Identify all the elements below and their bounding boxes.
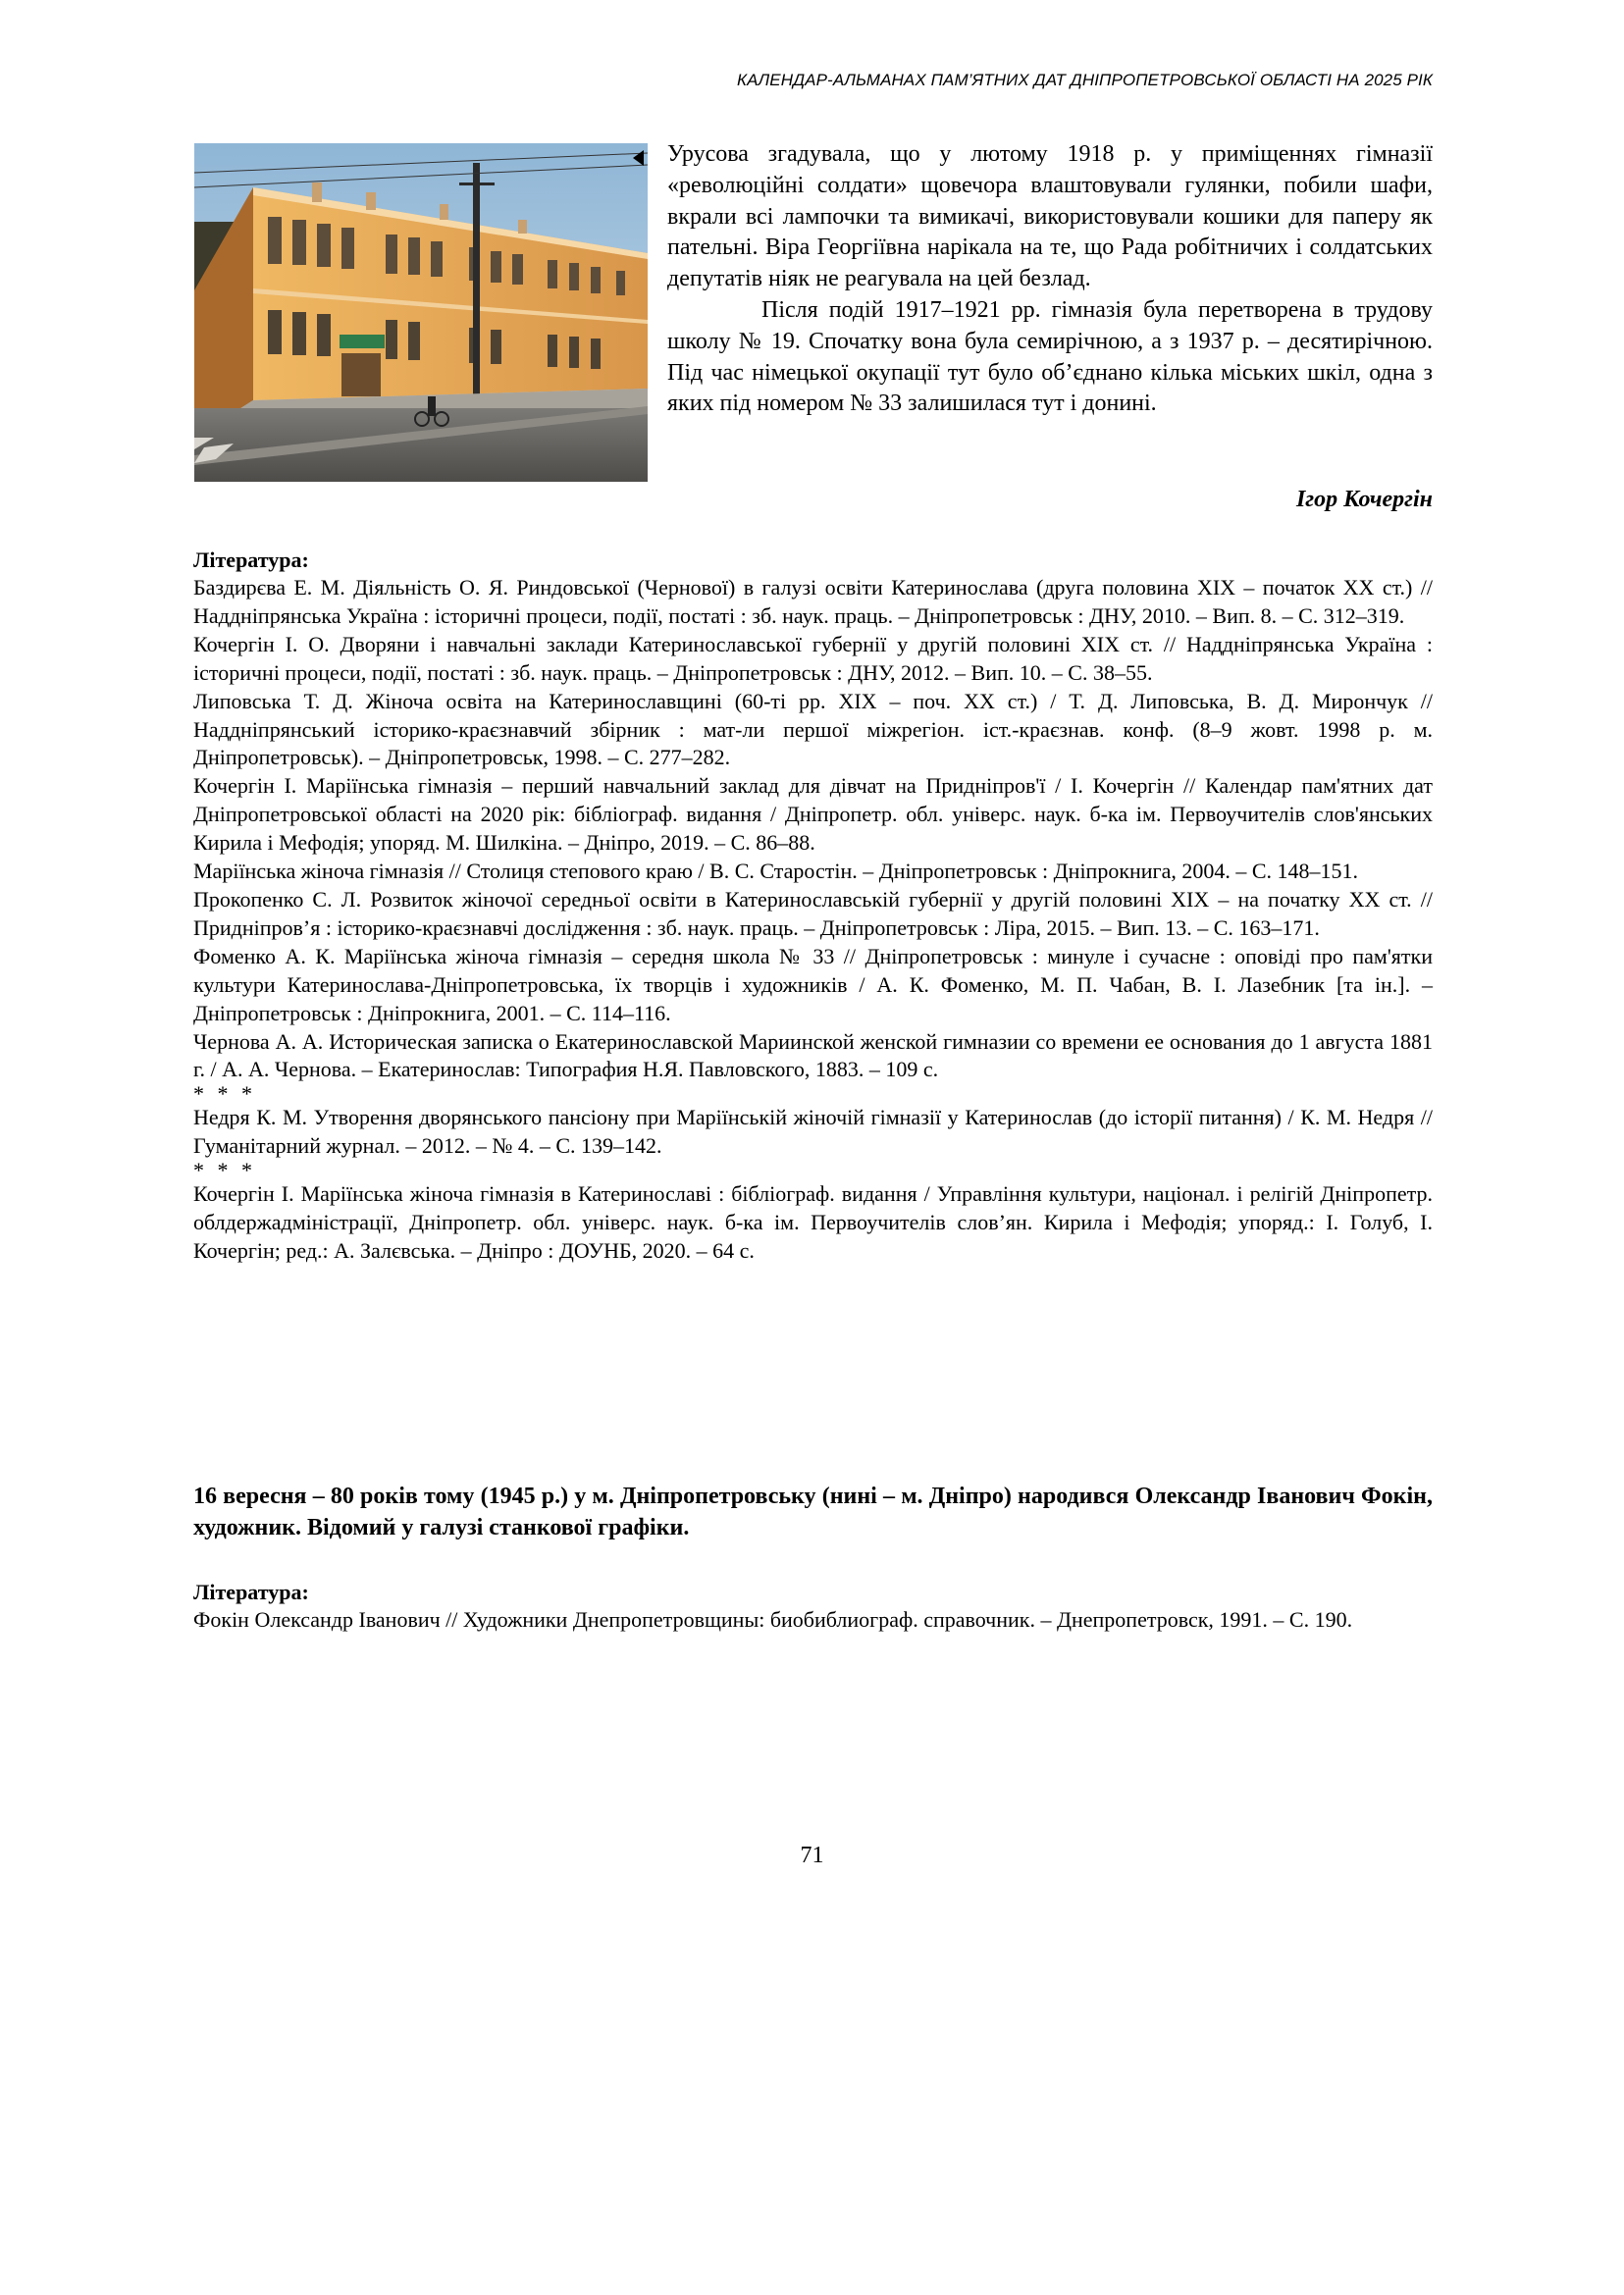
reference-item: Баздирєва Е. М. Діяльність О. Я. Риндовської (Чернової) в галузі освіти Катеринослава (друга половина XIX – початок XX ст.) // Наддніпрянська Україна : історичні процеси, події, постаті : зб. наук. праць. – Дніпропетровськ : ДНУ, 2010. – Вип. 8. – С. 312–319. [193, 575, 1433, 628]
literature-heading: Література: [193, 1580, 309, 1604]
reference-list [193, 574, 1433, 1084]
literature-section [193, 547, 1433, 1266]
school-building-photo [194, 143, 648, 482]
reference-item: Фокін Олександр Іванович // Художники Днепропетровщины: биобиблиограф. справочник. – Днепропетровск, 1991. – С. 190. [193, 1607, 1353, 1632]
running-header: КАЛЕНДАР-АЛЬМАНАХ ПАМ’ЯТНИХ ДАТ ДНІПРОПЕТРОВСЬКОЇ ОБЛАСТІ НА 2025 РІК [736, 71, 1433, 89]
reference-item: Недря К. М. Утворення дворянського пансіону при Маріїнській жіночій гімназії у Катеринослав (до історії питання) / К. М. Недря // Гуманітарний журнал. – 2012. – № 4. – С. 139–142. [193, 1105, 1433, 1159]
reference-list [193, 1104, 1433, 1161]
section-separator: * * * [193, 1081, 256, 1107]
article-paragraph: Після подій 1917–1921 рр. гімназія була перетворена в трудову школу № 19. Спочатку вона була семирічною, а з 1937 р. – десятирічною. Під час німецької окупації тут було об’єднано кілька міських шкіл, одна з яких під номером № 33 залишилася тут і донині. [667, 296, 1433, 417]
reference-item: Кочергін І. Маріїнська гімназія – перший навчальний заклад для дівчат на Придніпров'ї / І. Кочергін // Календар пам'ятних дат Дніпропетровської області на 2020 рік: бібліограф. видання / Дніпропетр. обл. універс. наук. б-ка ім. Первоучителів слов'янських Кирила і Мефодія; упоряд. М. Шилкіна. – Дніпро, 2019. – С. 86–88. [193, 773, 1433, 856]
reference-item: Кочергін І. О. Дворяни і навчальні заклади Катеринославської губернії у другій половині XIX ст. // Наддніпрянська Україна : історичні процеси, події, постаті : зб. наук. праць. – Дніпропетровськ : ДНУ, 2012. – Вип. 10. – С. 38–55. [193, 631, 1433, 685]
reference-item: Маріїнська жіноча гімназія // Столиця степового краю / В. С. Старостін. – Дніпропетровськ : Дніпрокнига, 2004. – С. 148–151. [193, 859, 1359, 884]
literature-heading: Література: [193, 548, 309, 572]
reference-item: Прокопенко С. Л. Розвиток жіночої середньої освіти в Катеринославській губернії у другій половині XIX – на початку XX ст. // Придніпров’я : історико-краєзнавчі дослідження : зб. наук. праць. – Дніпропетровськ : Ліра, 2015. – Вип. 13. – С. 163–171. [193, 886, 1433, 940]
event-entry: 16 вересня – 80 років тому (1945 р.) у м. Дніпропетровську (нині – м. Дніпро) народився Олександр Іванович Фокін, художник. Відомий у галузі станкової графіки. [193, 1484, 1433, 1540]
reference-list [193, 1606, 1433, 1635]
section-separator: * * * [193, 1158, 256, 1183]
reference-item: Кочергін І. Маріїнська жіноча гімназія в Катеринославі : бібліограф. видання / Управління культури, націонал. і релігій Дніпропетр. облдержадміністрації, Дніпропетр. обл. універс. наук. б-ка ім. Первоучителів слов’ян. Кирила і Мефодія; упоряд.: І. Голуб, І. Кочергін; ред.: А. Залєвська. – Дніпро : ДОУНБ, 2020. – 64 с. [193, 1181, 1433, 1263]
article-paragraph: Урусова згадувала, що у лютому 1918 р. у приміщеннях гімназії «революційні солдати» щовечора влаштовували гулянки, побили шафи, вкрали всі лампочки та вимикачі, використовували кошики для паперу як пательні. Віра Георгіївна нарікала на те, що Рада робітничих і солдатських депутатів ніяк не реагувала на цей безлад. [667, 141, 1433, 292]
article-text [667, 139, 1433, 420]
reference-item: Чернова А. А. Историческая записка о Екатеринославской Мариинской женской гимназии со времени ее основания до 1 августа 1881 г. / А. А. Чернова. – Екатеринослав: Типография Н.Я. Павловского, 1883. – 109 с. [193, 1028, 1433, 1082]
literature-section [193, 1579, 1433, 1635]
reference-item: Фоменко А. К. Маріїнська жіноча гімназія – середня школа № 33 // Дніпропетровськ : минуле і сучасне : оповіді про пам'ятки культури Катеринослава-Дніпропетровська, їх творців і художників / А. К. Фоменко, М. П. Чабан, В. І. Лазебник [та ін.]. – Дніпропетровськ : Дніпрокнига, 2001. – С. 114–116. [193, 943, 1433, 1025]
reference-list [193, 1180, 1433, 1266]
bullet-marker-icon [633, 150, 644, 166]
article-author: Ігор Кочергін [1295, 487, 1433, 512]
reference-item: Липовська Т. Д. Жіноча освіта на Катеринославщині (60-ті рр. XIX – поч. XX ст.) / Т. Д. Липовська, В. Д. Мирончук // Наддніпрянський історико-краєзнавчий збірник : мат-ли першої міжрегіон. іст.-краєзнав. конф. (8–9 жовт. 1998 р. м. Дніпропетровськ). – Дніпропетровськ, 1998. – С. 277–282. [193, 688, 1433, 770]
page-number: 71 [800, 1843, 824, 1868]
